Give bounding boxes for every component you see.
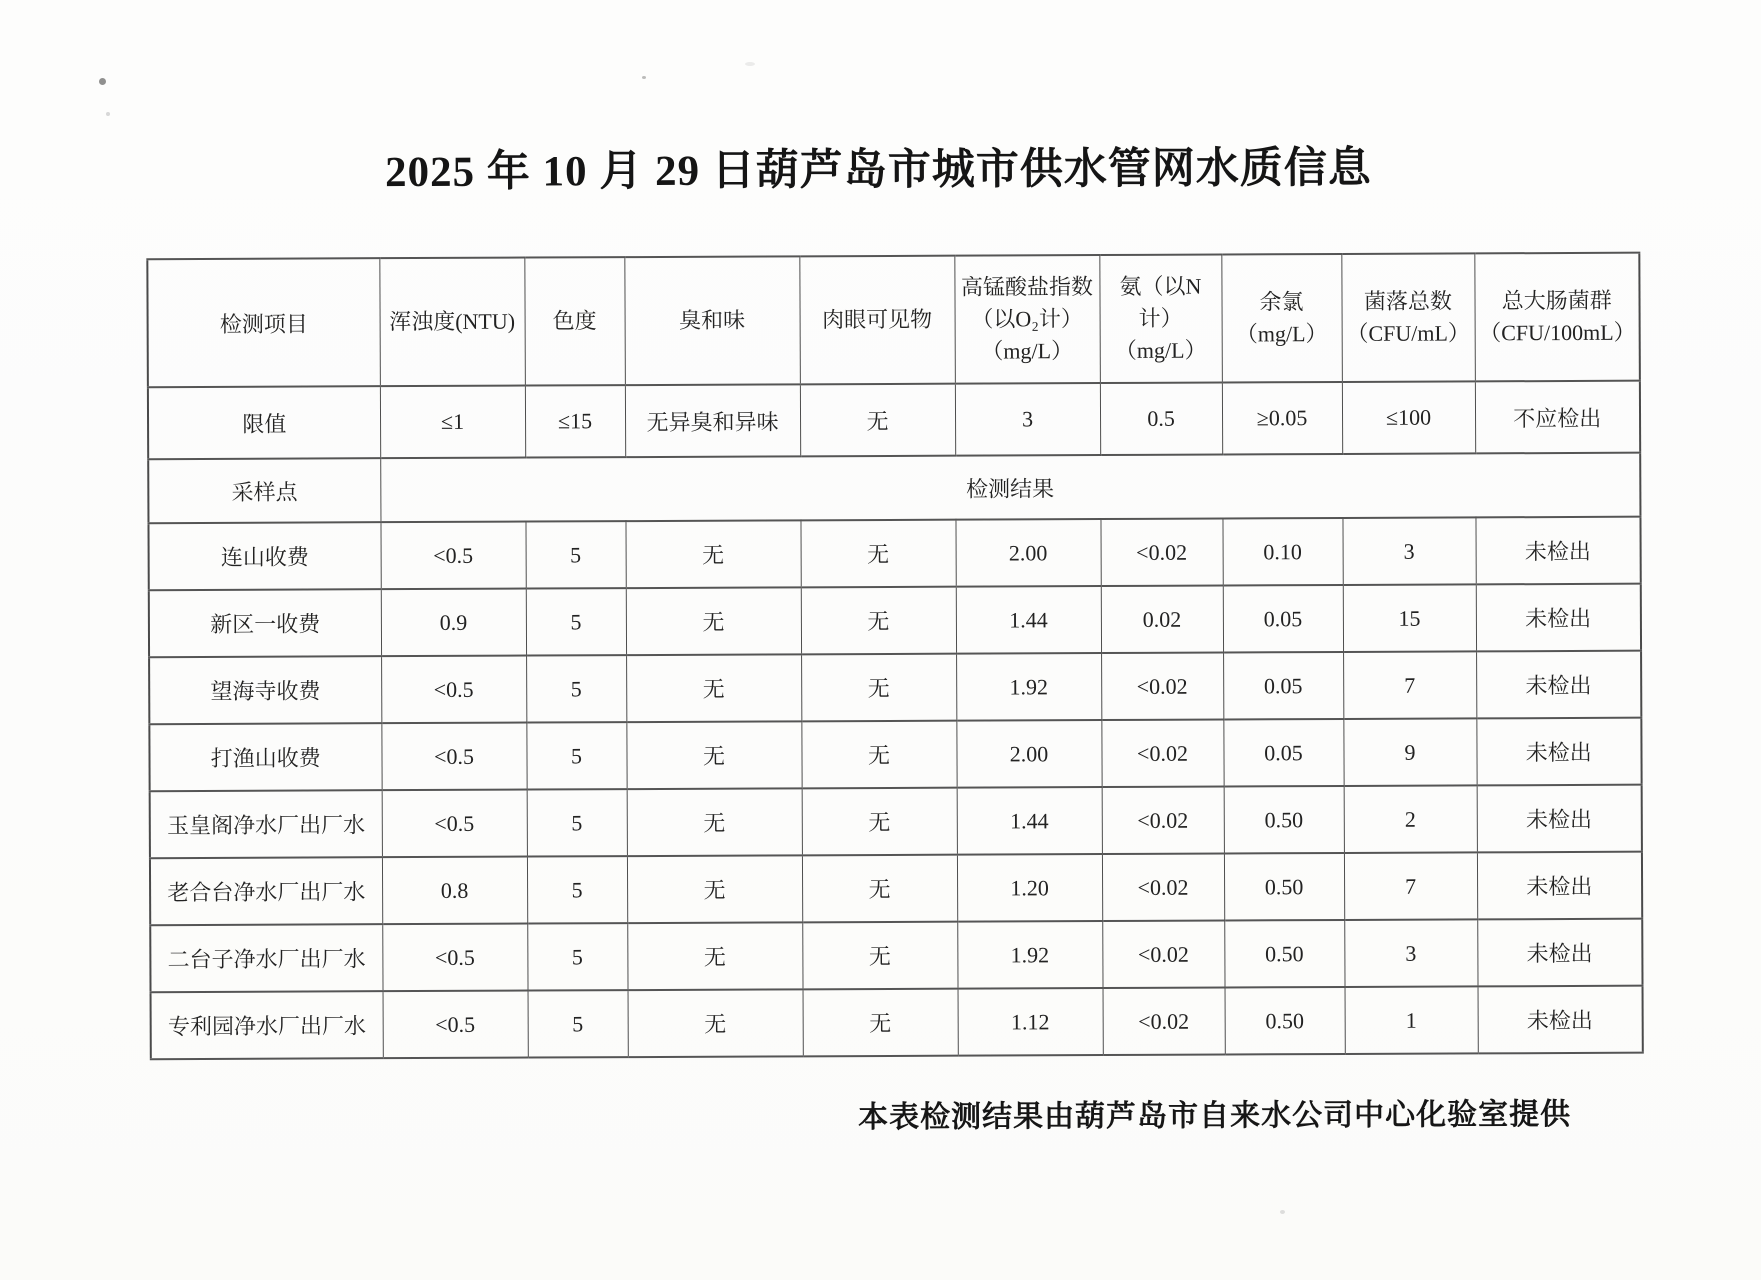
value-cell: <0.5 xyxy=(380,522,525,590)
table-row xyxy=(149,718,1641,792)
table-row xyxy=(148,517,1640,591)
param-header-odor: 臭和味 xyxy=(624,256,800,385)
site-cell: 连山收费 xyxy=(148,522,380,590)
value-cell: 3 xyxy=(1342,517,1475,585)
table-row xyxy=(149,651,1641,725)
value-cell: <0.5 xyxy=(383,991,528,1059)
value-cell: 1.20 xyxy=(957,854,1102,922)
value-cell: 9 xyxy=(1343,718,1476,786)
param-header-ammonia: 氨（以N计） （mg/L） xyxy=(1099,255,1222,384)
value-cell: 1 xyxy=(1345,986,1478,1054)
value-cell: 未检出 xyxy=(1476,718,1641,786)
value-cell: 未检出 xyxy=(1477,785,1642,853)
table-row xyxy=(150,785,1642,859)
value-cell: 0.05 xyxy=(1223,719,1343,787)
value-cell: 无 xyxy=(803,989,958,1057)
limit-value-cell: 不应检出 xyxy=(1475,381,1640,454)
value-cell: 无 xyxy=(627,922,802,990)
value-cell: 无 xyxy=(625,520,800,588)
value-cell: 无 xyxy=(628,989,803,1057)
value-cell: <0.5 xyxy=(382,790,527,858)
value-cell: 0.10 xyxy=(1222,518,1342,586)
table-row xyxy=(151,986,1643,1060)
value-cell: 0.05 xyxy=(1223,652,1343,720)
value-cell: 5 xyxy=(527,856,627,923)
value-cell: 1.44 xyxy=(957,787,1102,855)
document-title: 2025 年 10 月 29 日葫芦岛市城市供水管网水质信息 xyxy=(384,144,1372,197)
table-row xyxy=(150,852,1642,926)
value-cell: 无 xyxy=(626,587,801,655)
param-header-color: 色度 xyxy=(524,257,625,385)
limit-value-cell: 无异臭和异味 xyxy=(625,384,800,457)
table-header-row xyxy=(147,253,1640,388)
value-cell: 2 xyxy=(1344,785,1477,853)
site-cell: 专利园净水厂出厂水 xyxy=(151,991,383,1059)
param-header-turbidity: 浑浊度(NTU) xyxy=(379,258,525,387)
value-cell: 未检出 xyxy=(1475,517,1640,585)
value-cell: 0.9 xyxy=(381,589,526,657)
value-cell: 0.50 xyxy=(1224,920,1344,988)
value-cell: 3 xyxy=(1344,919,1477,987)
value-cell: 1.92 xyxy=(957,921,1102,989)
value-cell: 无 xyxy=(801,721,956,789)
limit-label-cell: 限值 xyxy=(148,386,380,459)
value-cell: 2.00 xyxy=(955,519,1100,587)
value-cell: 5 xyxy=(526,722,626,789)
results-span-cell: 检测结果 xyxy=(380,453,1640,522)
limit-value-cell: ≥0.05 xyxy=(1222,382,1342,455)
value-cell: 无 xyxy=(801,654,956,722)
value-cell: 5 xyxy=(526,588,626,655)
param-header-colony-count: 菌落总数 （CFU/mL） xyxy=(1341,253,1475,382)
value-cell: 未检出 xyxy=(1478,986,1643,1054)
value-cell: <0.02 xyxy=(1102,854,1224,922)
value-cell: 未检出 xyxy=(1476,651,1641,719)
param-header-permanganate: 高锰酸盐指数 （以O₂计） （mg/L） xyxy=(954,255,1100,384)
value-cell: 5 xyxy=(527,923,627,990)
value-cell: 无 xyxy=(802,922,957,990)
value-cell: 无 xyxy=(801,587,956,655)
value-cell: <0.5 xyxy=(382,924,527,992)
value-cell: 0.50 xyxy=(1224,853,1344,921)
value-cell: <0.02 xyxy=(1101,720,1223,788)
sampling-point-label-cell: 采样点 xyxy=(148,458,380,523)
value-cell: 0.02 xyxy=(1101,586,1223,654)
value-cell: 未检出 xyxy=(1476,584,1641,652)
value-cell: <0.02 xyxy=(1100,519,1222,587)
limit-value-cell: 0.5 xyxy=(1100,383,1222,456)
limit-value-cell: ≤1 xyxy=(380,386,525,459)
value-cell: 无 xyxy=(802,855,957,923)
value-cell: 1.92 xyxy=(956,653,1101,721)
value-cell: <0.5 xyxy=(381,656,526,724)
limit-value-cell: 3 xyxy=(955,383,1100,456)
value-cell: 7 xyxy=(1344,852,1477,920)
site-cell: 打渔山收费 xyxy=(149,723,381,791)
value-cell: 无 xyxy=(627,855,802,923)
corner-header-cell: 检测项目 xyxy=(147,258,380,387)
value-cell: 7 xyxy=(1343,651,1476,719)
site-cell: 老合台净水厂出厂水 xyxy=(150,857,382,925)
value-cell: 0.50 xyxy=(1225,987,1345,1055)
value-cell: <0.02 xyxy=(1101,653,1223,721)
value-cell: <0.02 xyxy=(1102,921,1224,989)
limit-value-cell: 无 xyxy=(800,384,955,457)
site-cell: 二台子净水厂出厂水 xyxy=(150,924,382,992)
site-cell: 新区一收费 xyxy=(149,589,381,657)
value-cell: 5 xyxy=(527,789,627,856)
value-cell: 0.8 xyxy=(382,857,527,925)
param-header-total-coliform: 总大肠菌群 （CFU/100mL） xyxy=(1474,253,1640,382)
value-cell: 未检出 xyxy=(1477,852,1642,920)
value-cell: 0.05 xyxy=(1223,585,1343,653)
value-cell: 5 xyxy=(528,990,628,1057)
param-header-visible-matter: 肉眼可见物 xyxy=(799,256,955,385)
sampling-point-row xyxy=(148,453,1640,524)
value-cell: <0.02 xyxy=(1102,787,1224,855)
param-header-residual-chlorine: 余氯 （mg/L） xyxy=(1221,254,1342,383)
table-row xyxy=(149,584,1641,658)
water-quality-table xyxy=(146,252,1643,1061)
value-cell: <0.02 xyxy=(1103,988,1225,1056)
limit-value-cell: ≤100 xyxy=(1342,381,1475,454)
value-cell: 2.00 xyxy=(956,720,1101,788)
footer-note: 本表检测结果由葫芦岛市自来水公司中心化验室提供 xyxy=(858,1097,1572,1135)
value-cell: 5 xyxy=(526,655,626,722)
value-cell: 0.50 xyxy=(1224,786,1344,854)
value-cell: 15 xyxy=(1343,584,1476,652)
value-cell: 5 xyxy=(525,521,625,588)
value-cell: 无 xyxy=(800,520,955,588)
limit-value-cell: ≤15 xyxy=(525,385,625,457)
value-cell: 无 xyxy=(627,788,802,856)
site-cell: 玉皇阁净水厂出厂水 xyxy=(150,790,382,858)
limit-row xyxy=(148,381,1640,460)
value-cell: 无 xyxy=(802,788,957,856)
value-cell: 无 xyxy=(626,654,801,722)
site-cell: 望海寺收费 xyxy=(149,656,381,724)
value-cell: 1.12 xyxy=(958,988,1103,1056)
table-row xyxy=(150,919,1642,993)
value-cell: <0.5 xyxy=(381,723,526,791)
value-cell: 未检出 xyxy=(1477,919,1642,987)
value-cell: 1.44 xyxy=(956,586,1101,654)
value-cell: 无 xyxy=(626,721,801,789)
